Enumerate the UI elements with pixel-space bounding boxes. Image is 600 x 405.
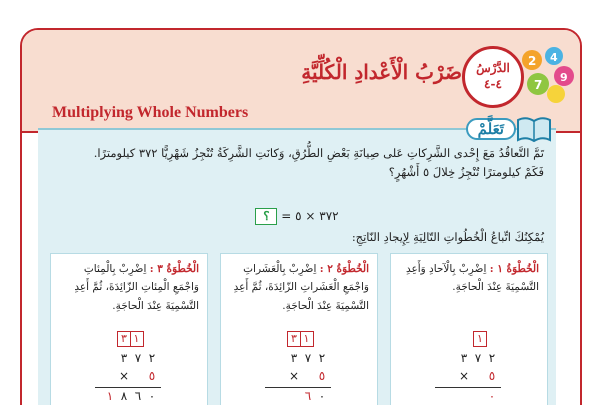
digit: ٣ [460,351,468,365]
multiplier-row [457,369,499,383]
carry-digit: ١ [300,331,314,347]
sum-line [95,387,161,388]
problem-line-1: تَمَّ التَّعاقُدُ مَعَ إِحْدى الشَّرِكاتِ عَلى صِيانَةِ بَعْضِ الطُّرُقِ، وَكانَتِ الشَّرِكَةُ تُنْجِزُ شَهْرِيًّا ٣٧٢ كيلومترًا. [93,146,544,160]
multiplier-row [287,369,329,383]
digit: ٧ [134,351,142,365]
svg-text:2: 2 [528,54,537,68]
step-card-2 [220,253,378,405]
digit: ٢ [148,351,156,365]
times-sign: × [118,369,130,383]
svg-text:4: 4 [550,51,558,64]
colorful-numbers-logo-icon [518,44,576,106]
digit: ٣ [120,351,128,365]
top-number-row [117,351,159,365]
lesson-number: ٤-٤ [484,77,502,91]
digit: ٧ [474,351,482,365]
svg-text:7: 7 [534,78,543,92]
multiplier-digit: ٥ [488,369,496,383]
digit: ٧ [304,351,312,365]
result-row [301,389,329,403]
digit: ٠ [148,389,156,403]
carry-digit: ٣ [287,331,301,347]
top-number-row [457,351,499,365]
times-sign: × [288,369,300,383]
digit: ٠ [488,389,496,403]
sum-line [265,387,331,388]
result-row [103,389,159,403]
open-book-icon [516,114,552,144]
carry-row [117,331,142,347]
step-text: اِضْرِبْ بِالْآحادِ وَأَعِدِ التَّسْمِيَةَ عِنْدَ الْحاجَةِ. [405,263,539,294]
carry-row [287,331,312,347]
carry-row [473,331,486,347]
learn-tab-label: تَعَلَّمْ [466,118,516,140]
problem-line-2: فَكَمْ كيلومترًا تُنْجِزُ خِلالَ ٥ أَشْهُرٍ؟ [388,164,544,179]
multiplier-digit: ٥ [148,369,156,383]
step-text: اِضْرِبْ بِالْعَشَراتِ وَاجْمَعِ الْعَشَراتِ الزّائِدَةَ، ثُمَّ أَعِدِ التَّسْمِيَةَ عِنْدَ الْحاجَةِ. [233,263,369,312]
step-card-3 [50,253,208,405]
result-row [485,389,499,403]
lesson-word: الدَّرْسُ [476,61,510,76]
equation-expression: = ٣٧٢ × ٥ [281,209,339,223]
equation [38,208,556,225]
digit: ٣ [290,351,298,365]
problem-text [50,144,544,182]
step-label: الْخُطْوَةُ ١ : [489,263,539,275]
svg-text:9: 9 [560,71,568,84]
digit: ٦ [304,389,312,403]
digit: ٠ [318,389,326,403]
step-text: اِضْرِبْ بِالْمِئاتِ وَاجْمَعِ الْمِئاتِ الزّائِدَةَ، ثُمَّ أَعِدِ التَّسْمِيَةَ عِنْدَ الْحاجَةِ. [74,263,199,312]
multiplier-row [117,369,159,383]
carry-digit: ١ [473,331,487,347]
step-label: الْخُطْوَةُ ٢ : [319,263,369,275]
digit: ٢ [488,351,496,365]
carry-digit: ٣ [117,331,131,347]
lesson-badge [462,46,524,108]
step-card-1 [390,253,548,405]
top-number-row [287,351,329,365]
digit: ١ [106,389,114,403]
times-sign: × [458,369,470,383]
multiplier-digit: ٥ [318,369,326,383]
answer-box: ؟ [255,208,277,225]
lesson-title-arabic: ضَرْبُ الْأَعْدادِ الْكُلِّيَّةِ [301,60,462,84]
digit: ٨ [120,389,128,403]
digit: ٦ [134,389,142,403]
lesson-title-english: Multiplying Whole Numbers [52,104,249,121]
learn-section [38,120,556,405]
digit: ٢ [318,351,326,365]
steps-intro: يُمْكِنُكَ اتِّباعُ الْخُطُواتِ التّالِيَةِ لِإِيجادِ النّاتِجِ: [351,230,544,244]
multiplication-work [221,331,377,405]
sum-line [435,387,501,388]
carry-digit: ١ [130,331,144,347]
multiplication-work [51,331,207,405]
step-label: الْخُطْوَةُ ٣ : [149,263,199,275]
multiplication-work [391,331,547,405]
